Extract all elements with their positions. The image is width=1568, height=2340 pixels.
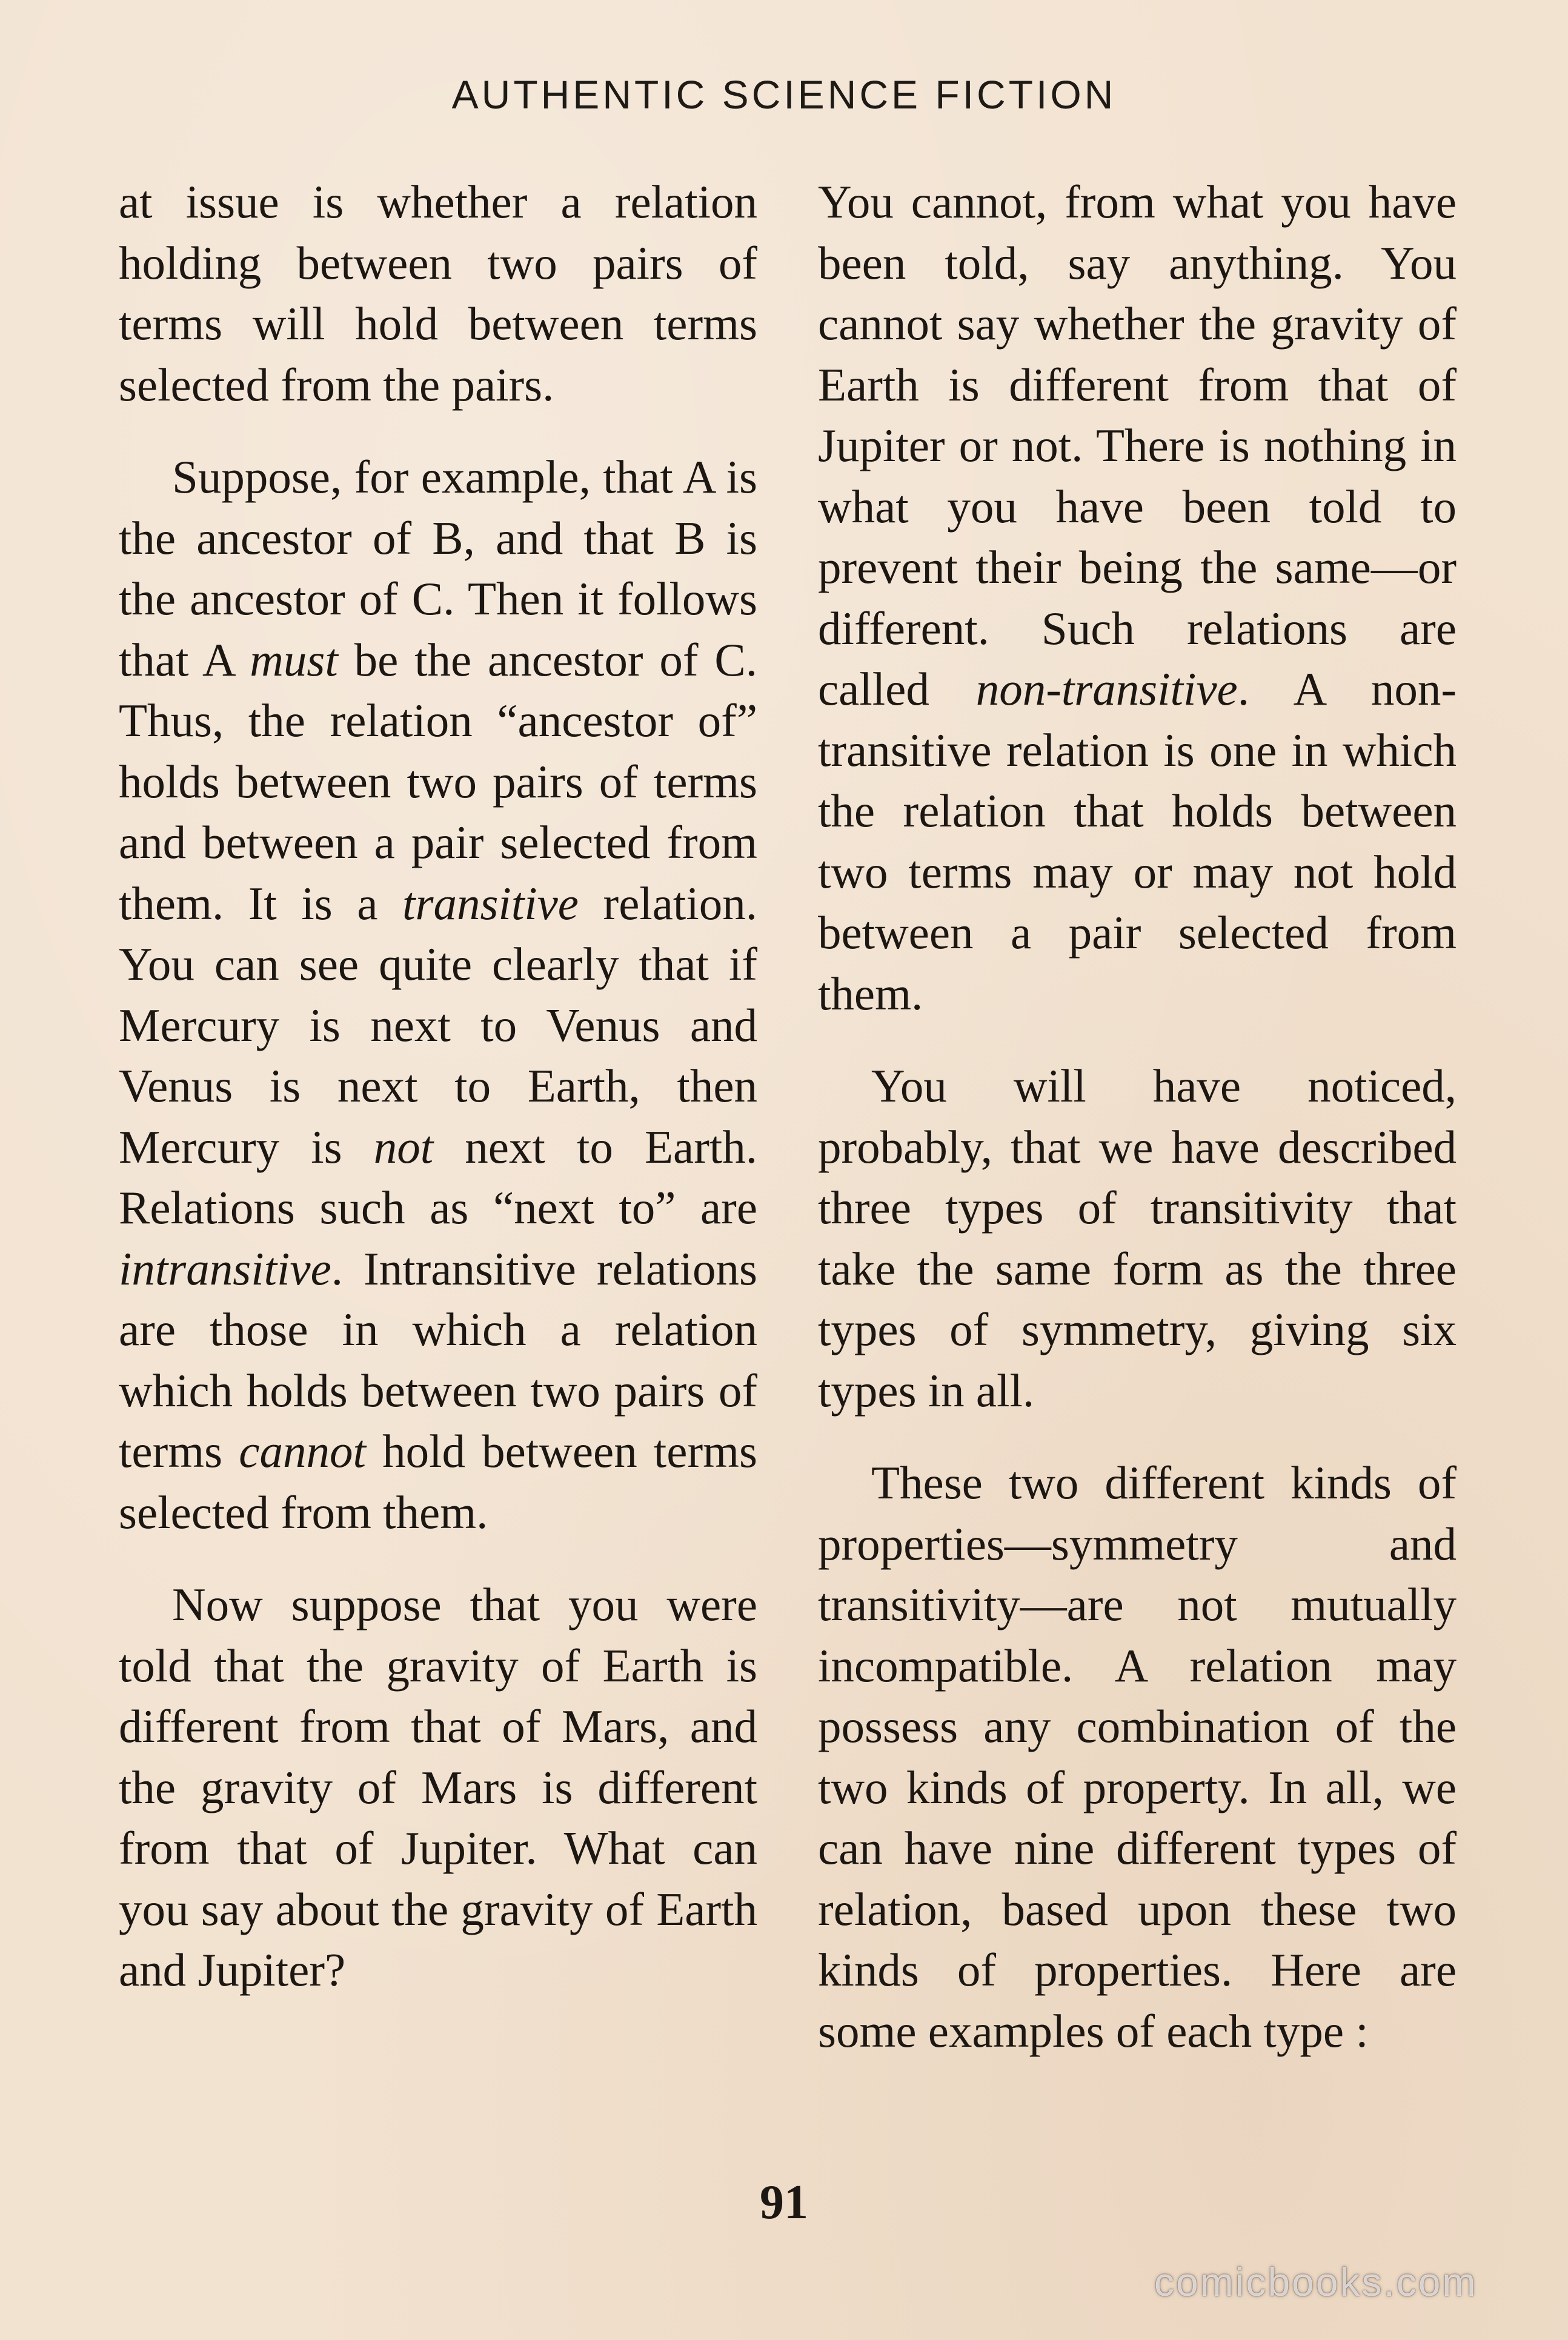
- paragraph-right-1: You cannot, from what you have been told, say anything. You cannot say whether the gravity of Earth is different from that of Jupiter or not. There is nothing in what you have been told to prevent their being the same—or different. Such relations are called non-transitive. A non-transitive relation is one in which the relation that holds between two terms may or may not hold between a pair selected from them.: [818, 176, 1457, 1020]
- paragraph-right-3: These two different kinds of properties—symmetry and transitivity—are not mutually incompatible. A relation may possess any combination of the two kinds of property. In all, we can have nine different types of relation, based upon these two kinds of properties. Here are some examples of each type :: [818, 1457, 1457, 2057]
- paragraph-left-3: Now suppose that you were told that the gravity of Earth is different from that of Mars, and the gravity of Mars is different from that of Jupiter. What can you say about the gravity of Earth and Jupiter?: [119, 1578, 757, 1996]
- right-column: [818, 171, 1457, 2093]
- watermark: comicbooks.com: [1154, 2259, 1478, 2304]
- paragraph-left-2: Suppose, for example, that A is the ancestor of B, and that B is the ancestor of C. Then it follows that A must be the ancestor of C. Thus, the relation “ancestor of” holds between two pairs of terms and between a pair selected from them. It is a transitive relation. You can see quite clearly that if Mercury is next to Venus and Venus is next to Earth, then Mercury is not next to Earth. Relations such as “next to” are intransitive. Intransitive relations are those in which a relation which holds between two pairs of terms cannot hold between terms selected from them.: [119, 451, 757, 1538]
- running-title: AUTHENTIC SCIENCE FICTION: [451, 72, 1117, 117]
- paragraph-right-2: You will have noticed, probably, that we have described three types of transitivity that take the same form as the three types of symmetry, giving six types in all.: [818, 1060, 1457, 1417]
- page-number: 91: [760, 2176, 808, 2229]
- left-column: [119, 171, 757, 2032]
- paragraph-left-1: at issue is whether a relation holding between two pairs of terms will hold between terms selected from the pairs.: [119, 176, 757, 411]
